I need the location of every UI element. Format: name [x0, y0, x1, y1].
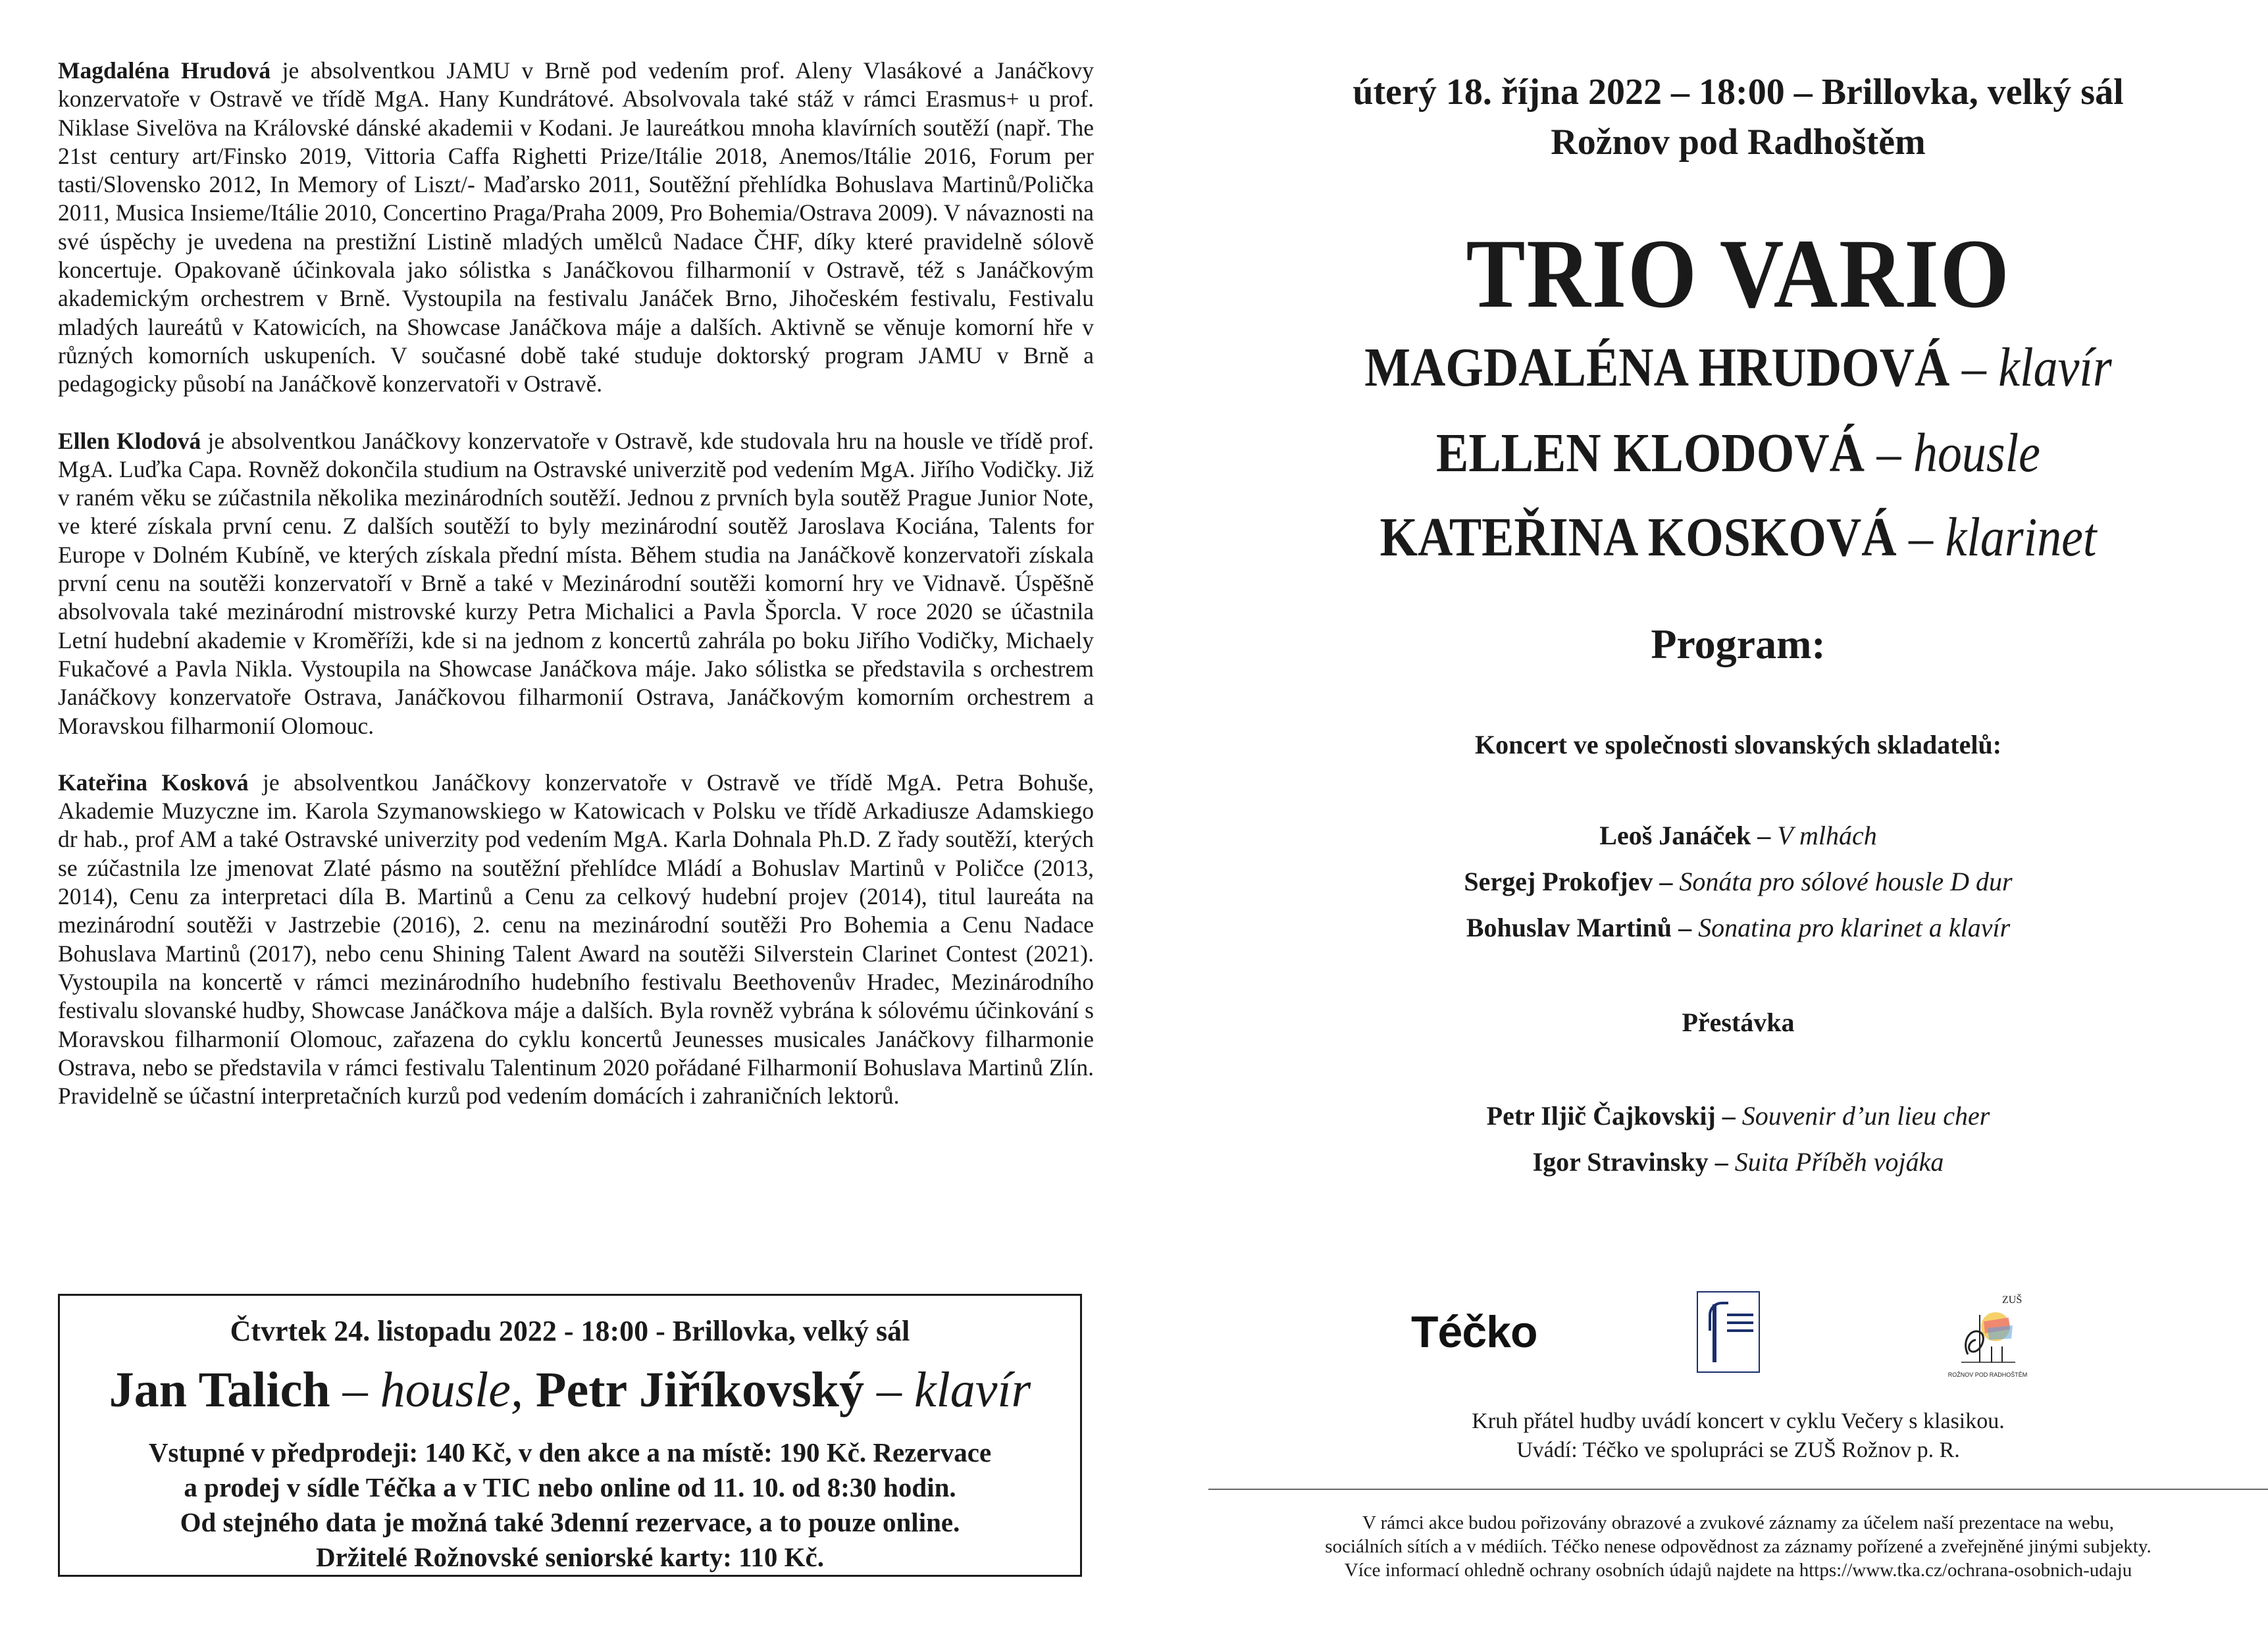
dash: – [1653, 867, 1680, 896]
nadace-logo-bar [1713, 1304, 1716, 1362]
concert-poster [1208, 0, 2268, 1638]
program-item [1208, 912, 2268, 943]
nadace-logo [1697, 1291, 1760, 1373]
next-concert-performers [60, 1360, 1080, 1420]
program-item [1208, 866, 2268, 897]
performer-name: Petr Jiříkovský [536, 1362, 864, 1418]
divider [1208, 1489, 2268, 1490]
performer-instrument: klavír [914, 1362, 1031, 1418]
event-title: TRIO VARIO [1466, 219, 2011, 328]
dash: – [1949, 337, 1999, 398]
program-item [1208, 1100, 2268, 1131]
dash: – [1896, 507, 1946, 568]
dash: – [1865, 422, 1913, 484]
program-heading: Program: [1651, 621, 1826, 667]
bio-name: Magdaléna Hrudová [58, 57, 271, 84]
tecko-logo-text: Téčko [1411, 1307, 1537, 1357]
svg-text:ZUŠ: ZUŠ [2002, 1294, 2023, 1306]
dash: – [342, 1362, 368, 1418]
composer: Petr Iljič Čajkovskij [1486, 1101, 1716, 1131]
dash: – [1708, 1147, 1735, 1177]
concert-subtitle: Koncert ve společnosti slovanských skladatelů: [1474, 730, 2002, 759]
bio-name: Kateřina Kosková [58, 769, 249, 796]
composer: Igor Stravinsky [1532, 1147, 1709, 1177]
bio-text: je absolventkou Janáčkovy konzervatoře v Ostravě, kde studovala hru na housle ve třídě prof. MgA. Luďka Capa. Rovněž dokončila studium na Ostravské univerzitě pod vedením MgA. Jiřího Vodičky. Již v raném věku se zúčastnila několika mezinárodních soutěží. Jednou z prvních byla soutěž Prague Junior Note, ve které získala první cenu. Z dalších soutěží to byly mezinárodní soutěž Jaroslava Kociána, Talents for Europe v Dolném Kubíně, ve kterých získala přední místa. Během studia na Janáčkově konzervatoři získala první cenu na soutěži konzervatoří v Brně a také v Mezinárodní soutěži komorní hry ve Vidnavě. Úspěšně absolvovala také mezinárodní mistrovské kurzy Petra Michalici a Pavla Šporcla. V roce 2020 se účastnila Letní hudební akademie v Kroměříži, kde si na jednom z koncertů zahrála po boku Jiřího Vodičky, Michaely Fukačové a Pavla Nikla. Vystoupila na Showcase Janáčkova máje. Jako sólistka se představila s orchestrem Janáčkovy konzervatoře Ostrava, Janáčkovou filharmonií Ostrava, Janáčkovým komorním orchestrem a Moravskou filharmonií Olomouc. [58, 427, 1094, 739]
work-title: Souvenir d’un lieu cher [1741, 1101, 1990, 1131]
performer-name: ELLEN KLODOVÁ [1436, 422, 1865, 484]
dash: – [1751, 821, 1778, 850]
event-date: úterý 18. října 2022 – 18:00 – Brillovka, velký sál [1353, 72, 2124, 113]
bio-text: je absolventkou Janáčkovy konzervatoře v Ostravě ve třídě MgA. Petra Bohuše, Akademie Muzyczne im. Karola Szymanowskiego w Katowicach v Polsku ve třídě Arkadiusze Adamskiego dr hab., prof AM a také Ostravské univerzity pod vedením MgA. Karla Dohnala Ph.D. Z řady soutěží, kterých se zúčastnila lze jmenovat Zlaté pásmo na soutěžní přehlídce Mládí a Bohuslav Martinů v Poličce (2013, 2014), Cenu za interpretaci díla B. Martinů a Cenu za celkový hudební projev (2014), titul laureáta na mezinárodní soutěži v Jastrzebie (2016), 2. cenu na mezinárodní soutěži Pro Bohemia a Cenu Nadace Bohuslava Martinů (2017), nebo cenu Shining Talent Award na soutěži Silverstein Clarinet Contest (2021). Vystoupila na koncertě v rámci mezinárodního hudebního festivalu Beethovenův Hradec, Mezinárodního festivalu slovanské hudby, Showcase Janáčkova máje a dalších. Byla rovněž vybrána k sólovému účinkování s Moravskou filharmonií Olomouc, zařazena do cyklu koncertů Jeunesses musicales Janáčkovy filharmonie Ostrava, nebo se představila v rámci festivalu Talentinum 2020 pořádané Filharmonií Bohuslava Martinů Zlín. Pravidelně se účastní interpretačních kurzů pod vedením domácích i zahraničních lektorů. [58, 769, 1094, 1110]
tecko-logo [1411, 1306, 1537, 1358]
program-item [1208, 820, 2268, 851]
performer-name: Jan Talich [109, 1362, 330, 1418]
next-concert-date: Čtvrtek 24. listopadu 2022 - 18:00 - Brillovka, velký sál [230, 1315, 910, 1347]
bio-klodova [58, 427, 1094, 740]
nadace-logo-lines [1727, 1314, 1753, 1340]
performer-instrument: housle [1913, 422, 2040, 484]
composer: Sergej Prokofjev [1464, 867, 1653, 896]
credits-line: Kruh přátel hudby uvádí koncert v cyklu Večery s klasikou. [1472, 1409, 2005, 1433]
ticket-info-line: a prodej v sídle Téčka a v TIC nebo online od 11. 10. od 8:30 hodin. [184, 1472, 956, 1502]
composer: Leoš Janáček [1599, 821, 1751, 850]
ticket-info-line: Vstupné v předprodeji: 140 Kč, v den akce a na místě: 190 Kč. Rezervace [148, 1437, 992, 1468]
bio-text: je absolventkou JAMU v Brně pod vedením prof. Aleny Vlasákové a Janáčkovy konzervatoře v Ostravě ve třídě MgA. Hany Kundrátové. Absolvovala také stáž v rámci Erasmus+ u prof. Niklase Sivelöva na Královské dánské akademii v Kodani. Je laureátkou mnoha klavírních soutěží (např. The 21st century art/Finsko 2019, Vittoria Caffa Righetti Prize/Itálie 2018, Anemos/Itálie 2016, Forum per tasti/Slovensko 2012, In Memory of Liszt/- Maďarsko 2011, Soutěžní přehlídka Bohuslava Martinů/Polička 2011, Musica Insieme/Itálie 2010, Concertino Praga/Praha 2009, Pro Bohemia/Ostrava 2009). V návaznosti na své úspěchy je uvedena na prestižní Listině mladých umělců Nadace ČHF, díky které pravidelně sólově koncertuje. Opakovaně účinkovala jako sólistka s Janáčkovou filharmonií v Ostravě, též s Janáčkovým akademickým orchestrem v Brně. Vystoupila na festivalu Janáček Brno, Jihočeském festivalu, Festivalu mladých laureátů v Katowicích, na Showcase Janáčkova máje a dalších. Aktivně se věnuje komorní hře v různých komorních uskupeních. V současné době také studuje doktorský program JAMU v Brně a pedagogicky působí na Janáčkově konzervatoři v Ostravě. [58, 57, 1094, 397]
privacy-notice [1208, 1511, 2268, 1582]
performer-instrument: klarinet [1945, 507, 2097, 568]
privacy-line: sociálních sítích a v médiích. Téčko nenese odpovědnost za záznamy pořízené a zveřejněné jinými subjekty. [1325, 1536, 2152, 1557]
nadace-logo-curve [1709, 1302, 1728, 1331]
biographies-column [58, 57, 1094, 1139]
dash: – [876, 1362, 902, 1418]
privacy-line: Více informací ohledně ochrany osobních údajů najdete na https://www.tka.cz/ochrana-osobnich-udaju [1344, 1560, 2132, 1581]
svg-text:ROŽNOV POD RADHOŠTĚM: ROŽNOV POD RADHOŠTĚM [1947, 1371, 2028, 1378]
credits-line: Uvádí: Téčko ve spolupráci se ZUŠ Rožnov p. R. [1516, 1438, 1960, 1462]
dash: – [1715, 1101, 1742, 1131]
bio-hrudova [58, 57, 1094, 399]
performer-line [1272, 505, 2205, 569]
bio-name: Ellen Klodová [58, 427, 201, 454]
ticket-info-line: Od stejného data je možná také 3denní rezervace, a to pouze online. [180, 1507, 960, 1537]
privacy-line: V rámci akce budou pořizovány obrazové a zvukové záznamy za účelem naší prezentace na webu, [1362, 1512, 2114, 1533]
performer-instrument: housle, [380, 1362, 524, 1418]
performer-name: MAGDALÉNA HRUDOVÁ [1364, 337, 1950, 398]
zus-logo [1942, 1289, 2034, 1381]
work-title: V mlhách [1777, 821, 1877, 850]
work-title: Sonáta pro sólové housle D dur [1679, 867, 2013, 896]
performer-line [1272, 336, 2205, 399]
performer-line [1272, 421, 2205, 485]
event-place: Rožnov pod Radhoštěm [1551, 122, 1926, 163]
performer-name: KATEŘINA KOSKOVÁ [1379, 507, 1897, 568]
composer: Bohuslav Martinů [1466, 913, 1672, 942]
ticket-info-line: Držitelé Rožnovské seniorské karty: 110 Kč. [315, 1542, 825, 1572]
work-title: Sonatina pro klarinet a klavír [1698, 913, 2011, 942]
bio-koskova [58, 769, 1094, 1111]
intermission: Přestávka [1682, 1008, 1795, 1037]
program-item [1208, 1146, 2268, 1177]
performer-instrument: klavír [1998, 337, 2112, 398]
next-concert-box [58, 1294, 1082, 1577]
organizer-credits [1208, 1407, 2268, 1465]
zus-logo-graphic [1942, 1289, 2034, 1381]
work-title: Suita Příběh vojáka [1734, 1147, 1944, 1177]
dash: – [1672, 913, 1699, 942]
ticket-info [73, 1435, 1067, 1575]
